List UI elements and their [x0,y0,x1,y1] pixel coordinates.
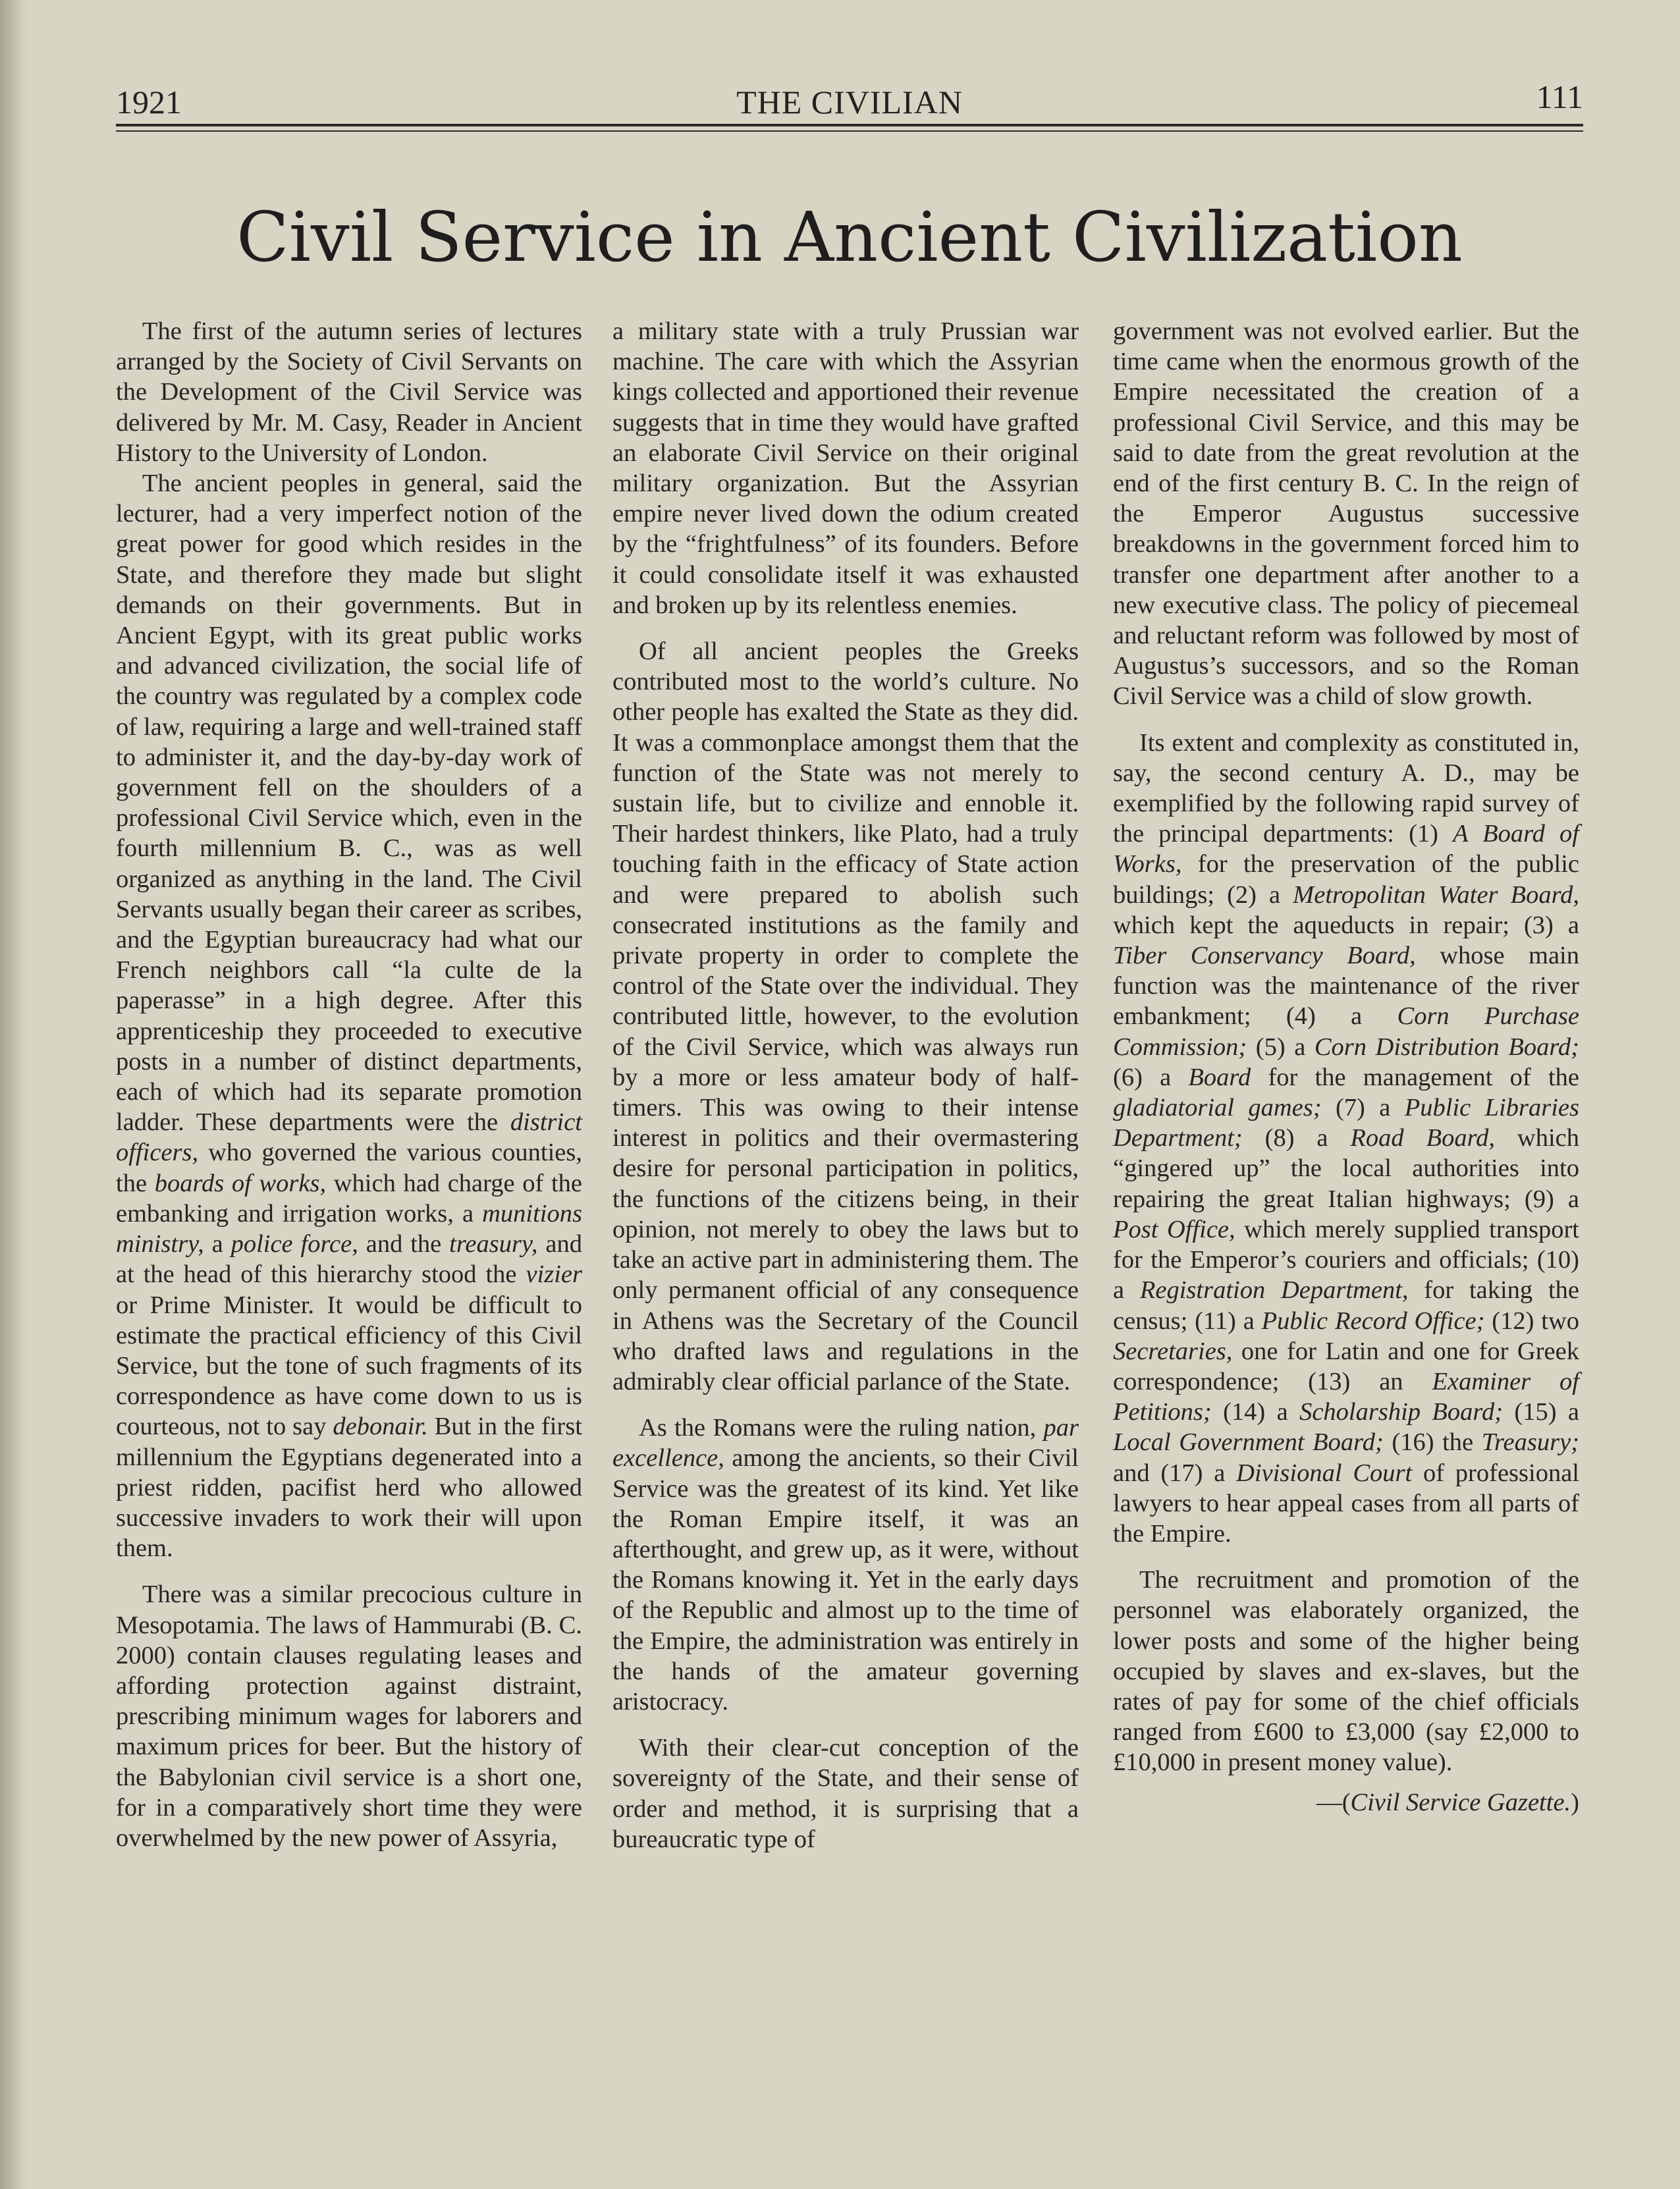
text-run: But in the first millennium the Egyptians degenerated into a priest ridden, pacifist herd who allowed successive invaders to work their will upon them. [116,1413,583,1563]
text-run: a military state with a truly Prussian war machine. The care with which the Assyrian kings collected and apportioned their revenue suggests that in time they would have grafted an elaborate Civil Service on their original military organization. But the Assyrian empire never lived down the odium created by the “frightfulness” of its founders. Before it could consolidate itself it was exhausted and broken up by its relentless enemies. [612,317,1079,619]
italic-text: police force, [230,1230,358,1258]
text-run: which “gingered up” the local authorities into repairing the great Italian highways; (9) a [1113,1124,1579,1213]
text-run: (15) a [1503,1398,1580,1426]
text-run: (6) a [1113,1063,1189,1091]
italic-text: Secretaries, [1113,1337,1233,1365]
italic-text: Metropolitan Water Board, [1293,880,1580,909]
text-run: and (17) a [1113,1459,1237,1487]
italic-text: Public Record Office; [1261,1307,1485,1335]
text-run: or Prime Minister. It would be difficult to estimate the practical efficiency of this Civil Service, but the tone of such fragments of its correspondence as have come down to us is courteous, not to say [116,1291,582,1441]
italic-text: boards of works, [154,1169,327,1197]
text-run: which kept the aqueducts in repair; (3) a [1113,911,1579,939]
italic-text: A Board of Works, [1113,820,1579,878]
text-run: There was a similar precocious culture in Mesopotamia. The laws of Hammurabi (B. C. 2000) contain clauses regulating leases and affording protection against distraint, prescribing minimum wages for laborers and maximum prices for beer. But the history of the Babylonian civil service is a short one, for in a comparatively short time they were overwhelmed by the new power of Assyria, [116,1581,582,1852]
italic-text: Road Board, [1350,1124,1496,1152]
text-run: (8) a [1242,1124,1351,1152]
italic-text: Corn Purchase Commission; [1113,1002,1579,1061]
text-run: who governed the various counties, the [116,1139,582,1197]
header-page-number: 111 [1536,78,1583,115]
header-rule-thin [116,130,1583,132]
text-run: The ancient peoples in general, said the lecturer, had a very imperfect notion of the great power for good which resides in the State, and therefore they made but slight demands on their governments. But in Ancient Egypt, with its great public works and advanced civilization, the social life of the country was regulated by a complex code of law, requiring a large and well-trained staff to administer it, and the day-by-day work of government fell on the shoulders of a professional Civil Service which, even in the fourth millennium B. C., was as well organized as anything in the land. The Civil Servants usually began their career as scribes, and the Egyptian bureaucracy had what our French neighbors call “la culte de la paperasse” in a high degree. After this apprenticeship they proceeded to executive posts in a number of distinct departments, each of which had its separate promotion ladder. These departments were the [116,470,582,1137]
article-paragraph [116,1579,582,1853]
text-run: whose main function was the maintenance of the river embankment; (4) a [1113,942,1580,1031]
text-run: of professional lawyers to hear appeal cases from all parts of the Empire. [1113,1459,1579,1548]
article-paragraph [116,468,582,1563]
italic-text: Scholarship Board; [1299,1398,1504,1426]
italic-text: vizier [526,1260,582,1289]
binding-gutter-shadow [0,0,26,2189]
header-year: 1921 [116,84,182,121]
text-run: (12) two [1484,1307,1580,1335]
text-run: among the ancients, so their Civil Service was the greatest of its kind. Yet like the Roman Empire itself, it was an afterthought, and grew up, as it were, without the Romans knowing it. Yet in the early days of the Republic and almost up to the time of the Empire, the administration was entirely in the hands of the amateur governing aristocracy. [612,1444,1079,1716]
text-run: With their clear-cut conception of the sovereignty of the State, and their sense of order and method, it is surprising that a bureaucratic type of [612,1734,1079,1853]
text-run: (5) a [1247,1033,1314,1061]
text-run: and at the head of this hierarchy stood the [116,1230,583,1289]
article-paragraph [612,1733,1079,1854]
text-run: The recruitment and promotion of the personnel was elaborately organized, the lower posts and some of the higher being occupied by slaves and ex-slaves, but the rates of pay for some of the chief officials ranged from £600 to £3,000 (say £2,000 to £10,000 in present money value). [1113,1566,1579,1777]
italic-text: Corn Distribution Board; [1314,1033,1579,1061]
italic-text: Public Libraries Department; [1113,1094,1579,1152]
article-title: Civil Service in Ancient Civilization [236,197,1463,277]
text-run: for the preservation of the public buildings; (2) a [1113,850,1579,909]
italic-text: Divisional Court [1236,1459,1413,1487]
header-rule-thick [116,124,1583,126]
italic-text: munitions ministry, [116,1199,582,1258]
article-paragraph [612,1413,1079,1717]
text-run: which merely supplied transport for the Emperor’s couriers and officials; (10) a [1113,1215,1579,1305]
italic-text: Registration Department, [1139,1276,1409,1305]
italic-text: Post Office, [1113,1215,1235,1243]
italic-text: district officers, [116,1108,582,1167]
text-run: Of all ancient peoples the Greeks contributed most to the world’s culture. No other people has exalted the State as they did. It was a commonplace amongst them that the function of the State was not merely to sustain life, but to civilize and ennoble it. Their hardest thinkers, like Plato, had a truly touching faith in the efficacy of State action and were prepared to abolish such consecrated institutions as the family and private property in order to complete the control of the State over the individual. They contributed little, however, to the evolution of the Civil Service, which was always run by a more or less amateur body of half-timers. This was owing to their intense interest in politics and their overmastering desire for personal participation in politics, the functions of the citizens being, in their opinion, not merely to obey the laws but to take an active part in administering them. The only permanent official of any consequence in Athens was the Secretary of the Council who drafted laws and regulations in the admirably clear official parlance of the State. [612,637,1079,1395]
text-run: a [203,1230,231,1258]
text-run: which had charge of the embanking and irrigation works, a [116,1169,582,1228]
article-paragraph [612,316,1079,620]
italic-text: Local Government Board; [1113,1428,1384,1457]
text-run: (7) a [1321,1094,1405,1122]
italic-text: treasury, [449,1230,538,1258]
italic-text: Tiber Conservancy Board, [1113,942,1416,970]
article-source-credit [1113,1787,1579,1818]
article-column-1 [116,316,582,1853]
article-paragraph [1113,728,1579,1549]
text-run: government was not evolved earlier. But the time came when the enormous growth of the Empire necessitated the creation of a professional Civil Service, and this may be said to date from the great revolution at the end of the first century B. C. In the reign of the Emperor Augustus successive breakdowns in the government forced him to transfer one department after another to a new executive class. The policy of piecemeal and reluctant reform was followed by most of Augustus’s successors, and so the Roman Civil Service was a child of slow growth. [1113,317,1579,711]
text-run: for the management of the [1251,1063,1579,1091]
running-head [116,78,1583,130]
text-run: one for Latin and one for Greek correspondence; (13) an [1113,1337,1579,1395]
italic-text: par excellence, [612,1414,1079,1473]
italic-text: Board [1188,1063,1251,1091]
article-column-2 [612,316,1079,1854]
text-run: and the [358,1230,450,1258]
text-run: As the Romans were the ruling nation, [639,1414,1044,1442]
italic-text: Examiner of Petitions; [1113,1367,1579,1426]
header-publication: THE CIVILIAN [736,84,963,121]
text-run: for taking the census; (11) a [1113,1276,1579,1335]
article-paragraph [612,636,1079,1397]
italic-text: Civil Service Gazette. [1350,1788,1571,1816]
text-run: (14) a [1211,1398,1300,1426]
text-run: —( [1316,1788,1351,1816]
text-run: The first of the autumn series of lectures arranged by the Society of Civil Servants on the Development of the Civil Service was delivered by Mr. M. Casy, Reader in Ancient History to the University of London. [116,317,582,467]
article-paragraph [1113,316,1579,712]
italic-text: debonair. [333,1413,428,1441]
article-paragraph [116,316,582,468]
italic-text: gladiatorial games; [1113,1094,1322,1122]
italic-text: Treasury; [1481,1428,1580,1457]
article-column-3 [1113,316,1579,1818]
article-paragraph [1113,1565,1579,1777]
text-run: (16) the [1383,1428,1482,1457]
text-run: ) [1571,1788,1579,1816]
text-run: Its extent and complexity as constituted in, say, the second century A. D., may be exemplified by the following rapid survey of the principal departments: (1) [1113,728,1579,848]
